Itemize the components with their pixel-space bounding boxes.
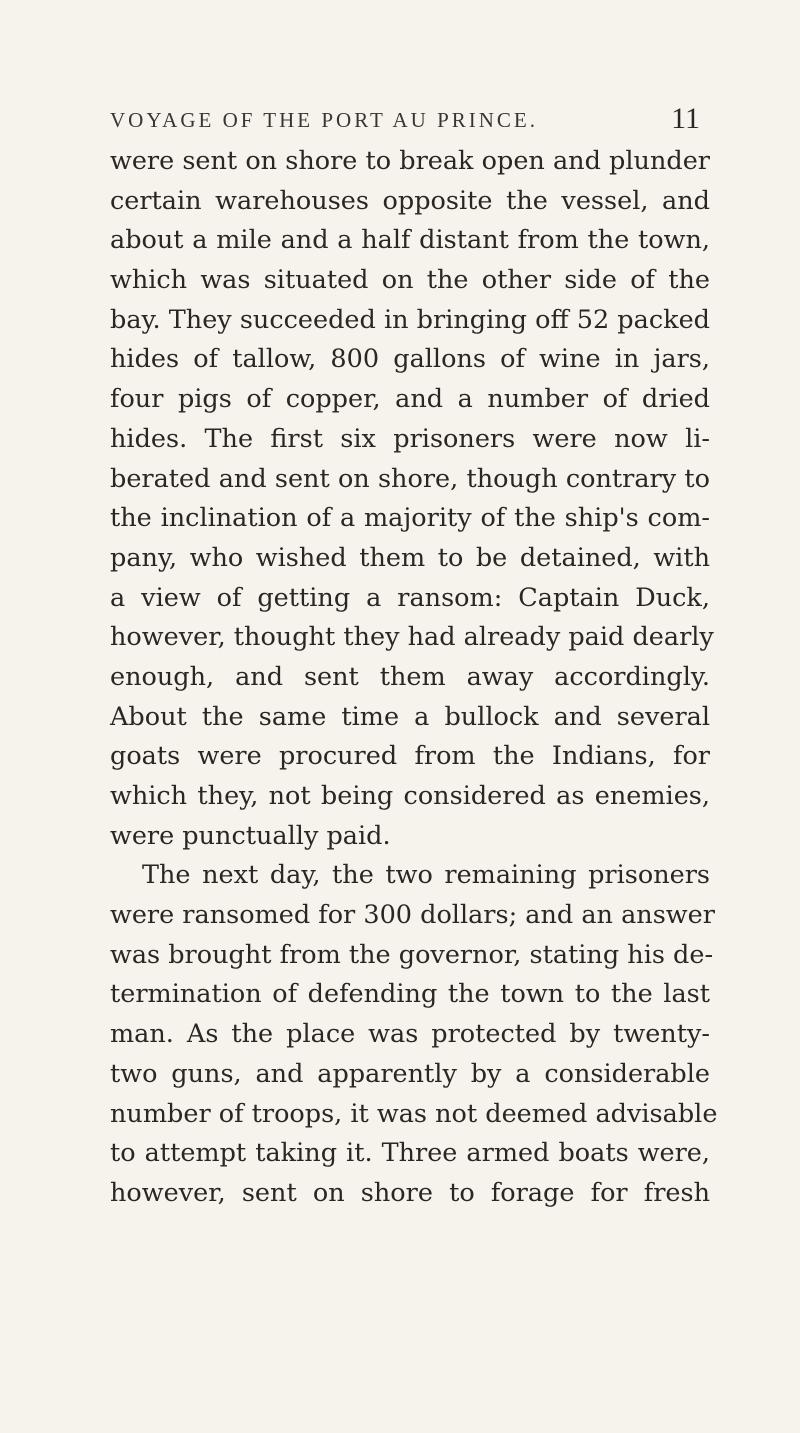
text-line: termination of defending the town to the last xyxy=(110,979,710,1010)
text-line: two guns, and apparently by a considerable xyxy=(110,1058,710,1089)
text-line: berated and sent on shore, though contrary to xyxy=(110,463,710,494)
text-line: goats were procured from the Indians, for xyxy=(110,741,710,772)
text-line: to attempt taking it. Three armed boats were, xyxy=(110,1138,710,1169)
text-line: bay. They succeeded in bringing off 52 packed xyxy=(110,304,710,335)
text-line: hides. The first six prisoners were now li- xyxy=(110,423,710,454)
text-line: were ransomed for 300 dollars; and an answer xyxy=(110,900,715,931)
page-number: 11 xyxy=(671,102,700,135)
text-line: hides of tallow, 800 gallons of wine in jars, xyxy=(110,344,710,375)
text-line: four pigs of copper, and a number of dried xyxy=(110,384,710,415)
text-line: were sent on shore to break open and plunder xyxy=(110,146,710,176)
text-line: which they, not being considered as enemies, xyxy=(110,781,710,811)
text-line: About the same time a bullock and several xyxy=(110,701,710,732)
text-line: were punctually paid. xyxy=(110,820,391,851)
text-line: pany, who wished them to be detained, with xyxy=(110,542,710,573)
text-line: however, thought they had already paid dearly xyxy=(110,622,714,653)
text-line: The next day, the two remaining prisoners xyxy=(142,860,710,891)
text-line: which was situated on the other side of the xyxy=(110,265,710,296)
text-line: the inclination of a majority of the ship's com- xyxy=(110,503,710,534)
text-line: was brought from the governor, stating his de- xyxy=(110,939,714,970)
text-line: man. As the place was protected by twenty- xyxy=(110,1019,710,1050)
page-header xyxy=(110,102,700,138)
running-title: VOYAGE OF THE PORT AU PRINCE. xyxy=(110,108,539,132)
text-line: certain warehouses opposite the vessel, and xyxy=(110,185,710,216)
text-line: enough, and sent them away accordingly. xyxy=(110,661,710,692)
text-line: however, sent on shore to forage for fresh xyxy=(110,1177,710,1208)
text-line: about a mile and a half distant from the town, xyxy=(110,225,710,256)
text-line: number of troops, it was not deemed advisable xyxy=(110,1098,718,1129)
body-text xyxy=(110,142,718,1214)
text-line: a view of getting a ransom: Captain Duck, xyxy=(110,582,710,613)
